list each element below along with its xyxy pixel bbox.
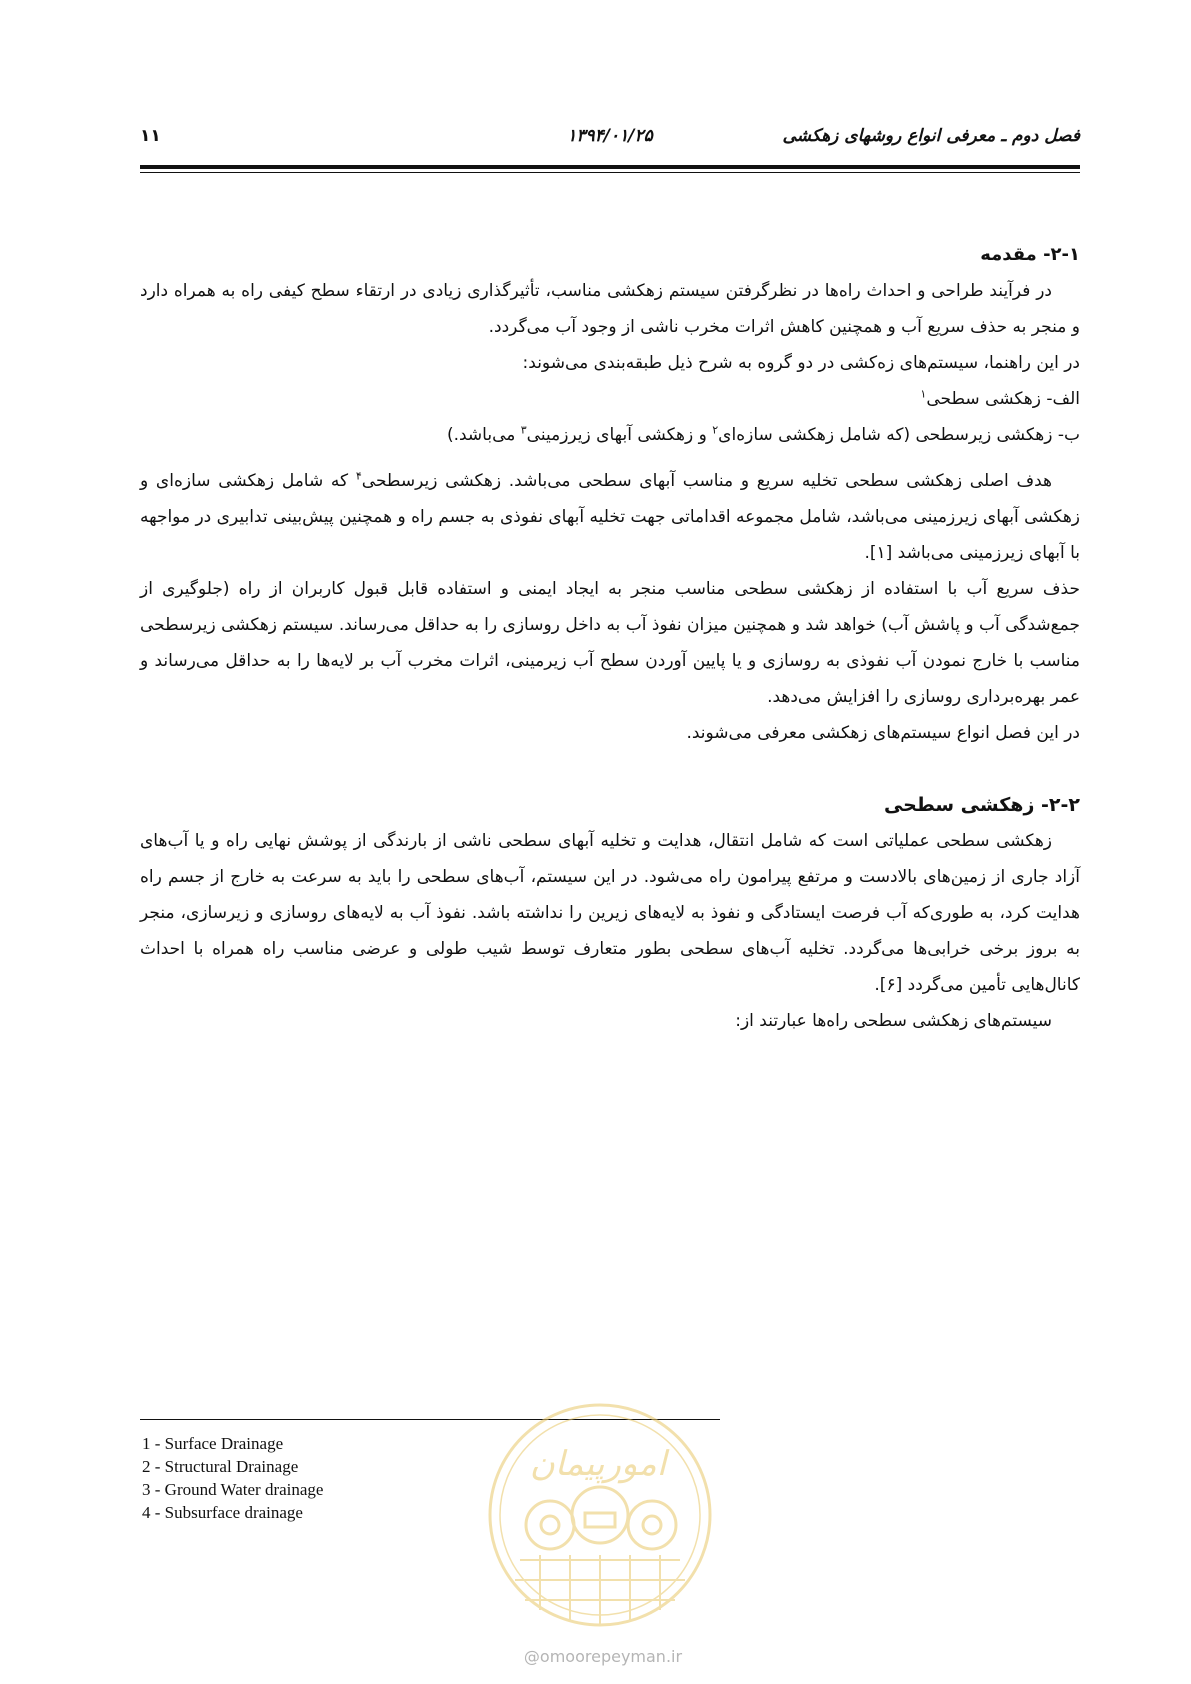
at-icon: @ (523, 1647, 540, 1666)
intro-paragraph-4: حذف سریع آب با استفاده از زهکشی سطحی مناسب منجر به ایجاد ایمنی و استفاده قابل قبول کاربران از راه (جلوگیری از جمع‌شدگی آب و پاشش آب) خواهد شد و همچنین میزان نفوذ آب به داخل روسازی را به حداقل می‌رساند. سیستم زهکشی زیرسطحی مناسب با خارج نمودن آب نفوذی به روسازی و یا پایین آوردن سطح آب زیرمینی، اثرات مخرب آب بر لایه‌ها را به حداقل می‌رساند و عمر بهره‌برداری روسازی را افزایش می‌دهد. (140, 579, 1080, 707)
surface-paragraph-2: سیستم‌های زهکشی سطحی راه‌ها عبارتند از: (735, 1011, 1052, 1031)
watermark-logo-text: امورپیمان (529, 1444, 667, 1484)
intro-paragraph-2: در این راهنما، سیستم‌های زه‌کشی در دو گروه به شرح ذیل طبقه‌بندی می‌شوند: (522, 353, 1080, 373)
surface-paragraph-1: زهکشی سطحی عملیاتی است که شامل انتقال، هدایت و تخلیه آبهای سطحی ناشی از بارندگی از پوشش نهایی راه و یا آب‌های آزاد جاری از زمین‌های بالادست و مرتفع پیرامون راه می‌شود. در این سیستم، آب‌های سطحی را باید به سرعت به خارج از جسم راه هدایت کرد، به طوری‌که آب فرصت ایستادگی و نفوذ به لایه‌های زیرین را نداشته باشد. نفوذ آب به لایه‌های روسازی و زیرسازی، منجر به بروز برخی خرابی‌ها می‌گردد. تخلیه آب‌های سطحی بطور متعارف توسط شیب طولی و عرضی مناسب راه همراه با احداث کانال‌هایی تأمین می‌گردد [۶]. (140, 831, 1080, 995)
footnote-3: 3 - Ground Water drainage (142, 1480, 324, 1499)
list-item-a (140, 381, 1080, 417)
section-heading-intro: ۲-۱- مقدمه (980, 244, 1080, 265)
list-item-a-text: الف- زهکشی سطحی (926, 389, 1080, 409)
intro-paragraph-5: در این فصل انواع سیستم‌های زهکشی معرفی می‌شوند. (686, 723, 1080, 743)
footnote-4: 4 - Subsurface drainage (142, 1503, 303, 1522)
footnote-ref-2: ۲ (712, 423, 719, 437)
page-number: ۱۱ (140, 126, 161, 146)
spacer (140, 751, 1080, 787)
footnote-1: 1 - Surface Drainage (142, 1434, 284, 1453)
header-date: ۱۳۹۴/۰۱/۲۵ (567, 126, 653, 146)
watermark-url-text: omoorepeyman.ir (539, 1647, 683, 1666)
page-header (140, 126, 1080, 156)
list-item-b (140, 417, 1080, 453)
list-item-b-text-2: و زهکشی آبهای زیرزمینی (526, 425, 713, 445)
list-item-b-text-3: می‌باشد.) (446, 425, 521, 445)
intro-paragraph-1: در فرآیند طراحی و احداث راه‌ها در نظرگرفتن سیستم زهکشی مناسب، تأثیرگذاری زیادی در ارتقاء سطح کیفی راه به همراه دارد و منجر به حذف سریع آب و همچنین کاهش اثرات مخرب ناشی از وجود آب می‌گردد. (140, 281, 1080, 337)
watermark-url (488, 1647, 718, 1666)
intro-paragraph-3-text-2: که شامل زهکشی سازه‌ای و زهکشی آبهای زیرزمینی می‌باشد، شامل مجموعه اقداماتی جهت تخلیه آبهای نفوذی به جسم راه و همچنین پیش‌بینی تدابیری در مواجهه با آبهای زیرزمینی می‌باشد [۱]. (140, 471, 1080, 563)
section-heading-surface-drainage: ۲-۲- زهکشی سطحی (883, 794, 1080, 816)
intro-paragraph-3 (140, 463, 1080, 571)
list-item-b-text-1: ب- زهکشی زیرسطحی (که شامل زهکشی سازه‌ای (718, 425, 1080, 445)
footnote-ref-1: ۱ (920, 387, 927, 401)
page-body (140, 237, 1080, 1039)
intro-paragraph-3-text-1: هدف اصلی زهکشی سطحی تخلیه سریع و مناسب آبهای سطحی می‌باشد. زهکشی زیرسطحی (361, 471, 1052, 491)
footnote-ref-3: ۳ (520, 423, 527, 437)
header-rule-thick (140, 165, 1080, 169)
footnote-2: 2 - Structural Drainage (142, 1457, 299, 1476)
spacer (140, 453, 1080, 463)
watermark-logo (480, 1395, 720, 1650)
header-rule-thin (140, 172, 1080, 173)
footnote-ref-4: ۴ (355, 469, 362, 483)
chapter-title: فصل دوم ـ معرفی انواع روشهای زهکشی (782, 126, 1080, 146)
